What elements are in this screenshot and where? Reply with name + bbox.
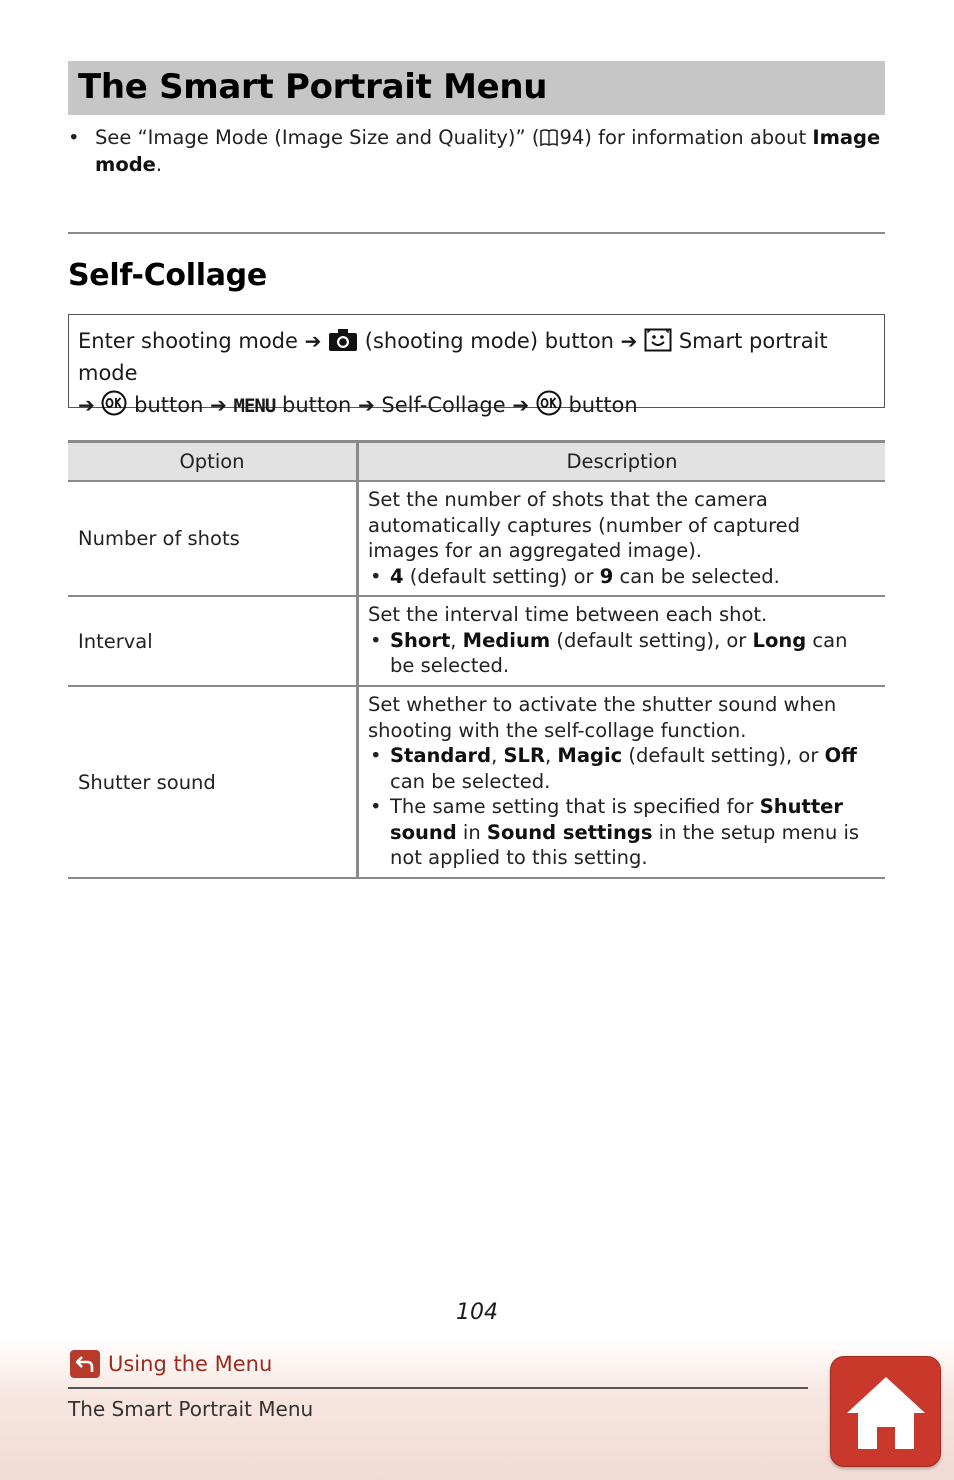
table-row bbox=[68, 481, 885, 596]
arrow-icon: ➔ bbox=[512, 393, 530, 417]
arrow-icon: ➔ bbox=[304, 329, 322, 353]
path-ok-button-1: button bbox=[134, 393, 204, 417]
arrow-icon: ➔ bbox=[78, 393, 95, 417]
path-self-collage: Self-Collage bbox=[381, 393, 506, 417]
footer-back-link[interactable] bbox=[70, 1350, 272, 1378]
menu-button-label: MENU bbox=[233, 395, 276, 417]
value-list bbox=[368, 628, 873, 679]
option-name: Shutter sound bbox=[68, 686, 358, 878]
menu-path-box bbox=[68, 314, 885, 417]
breadcrumb: The Smart Portrait Menu bbox=[68, 1397, 314, 1421]
arrow-icon: ➔ bbox=[210, 393, 227, 417]
home-button[interactable] bbox=[830, 1356, 941, 1467]
home-icon[interactable] bbox=[841, 1371, 931, 1453]
intro-note bbox=[68, 124, 885, 178]
camera-icon bbox=[328, 328, 358, 352]
return-icon[interactable] bbox=[70, 1350, 100, 1378]
arrow-icon: ➔ bbox=[357, 393, 375, 417]
smart-portrait-icon bbox=[644, 328, 672, 352]
intro-pre: See “Image Mode (Image Size and Quality)” ( bbox=[95, 126, 540, 149]
intro-post: . bbox=[155, 153, 163, 176]
intro-text bbox=[95, 124, 885, 178]
intro-bold: Image mode bbox=[95, 126, 881, 176]
intro-mid: ) for information about bbox=[584, 126, 813, 149]
value-list bbox=[368, 743, 873, 871]
value-list bbox=[368, 564, 873, 590]
book-reference-icon bbox=[539, 128, 559, 147]
description-text: Set the interval time between each shot. bbox=[368, 603, 768, 627]
footer-divider bbox=[68, 1387, 808, 1389]
path-smart-mode: Smart portrait mode bbox=[78, 329, 828, 385]
title-band bbox=[68, 61, 885, 115]
list-item: • Short, Medium (default setting), or Long can be selected. bbox=[368, 628, 873, 679]
path-enter: Enter shooting mode bbox=[78, 329, 298, 353]
table-header-row bbox=[68, 442, 885, 482]
option-name: Number of shots bbox=[68, 481, 358, 596]
ok-button-icon bbox=[101, 390, 127, 416]
ok-button-icon bbox=[536, 390, 562, 416]
header-description: Description bbox=[358, 442, 886, 482]
option-description bbox=[358, 686, 886, 878]
section-divider bbox=[68, 232, 885, 234]
list-item: • Standard, SLR, Magic (default setting), or Off can be selected. bbox=[368, 743, 873, 794]
path-ok-button-2: button bbox=[568, 393, 638, 417]
arrow-icon: ➔ bbox=[620, 329, 638, 353]
list-item: • 4 (default setting) or 9 can be selected. bbox=[368, 564, 873, 590]
description-text: Set the number of shots that the camera automatically captures (number of captured images for an aggregated image). bbox=[368, 488, 801, 562]
page-number: 104 bbox=[456, 1300, 498, 1325]
path-shooting-button: (shooting mode) button bbox=[364, 329, 614, 353]
option-description bbox=[358, 481, 886, 596]
header-option: Option bbox=[68, 442, 358, 482]
bullet: • bbox=[68, 126, 80, 149]
section-title: Self-Collage bbox=[68, 258, 267, 293]
description-text: Set whether to activate the shutter sound when shooting with the self-collage function. bbox=[368, 693, 837, 742]
option-name: Interval bbox=[68, 596, 358, 686]
page-ref-link[interactable]: 94 bbox=[559, 126, 585, 149]
options-table bbox=[68, 440, 885, 879]
footer-link-text[interactable]: Using the Menu bbox=[108, 1352, 273, 1376]
table-row bbox=[68, 686, 885, 878]
table-row bbox=[68, 596, 885, 686]
list-item: • The same setting that is specified for Shutter sound in Sound settings in the setup menu is not applied to this setting. bbox=[368, 794, 873, 871]
option-description bbox=[358, 596, 886, 686]
page-title: The Smart Portrait Menu bbox=[78, 67, 548, 107]
path-menu-button: button bbox=[282, 393, 352, 417]
